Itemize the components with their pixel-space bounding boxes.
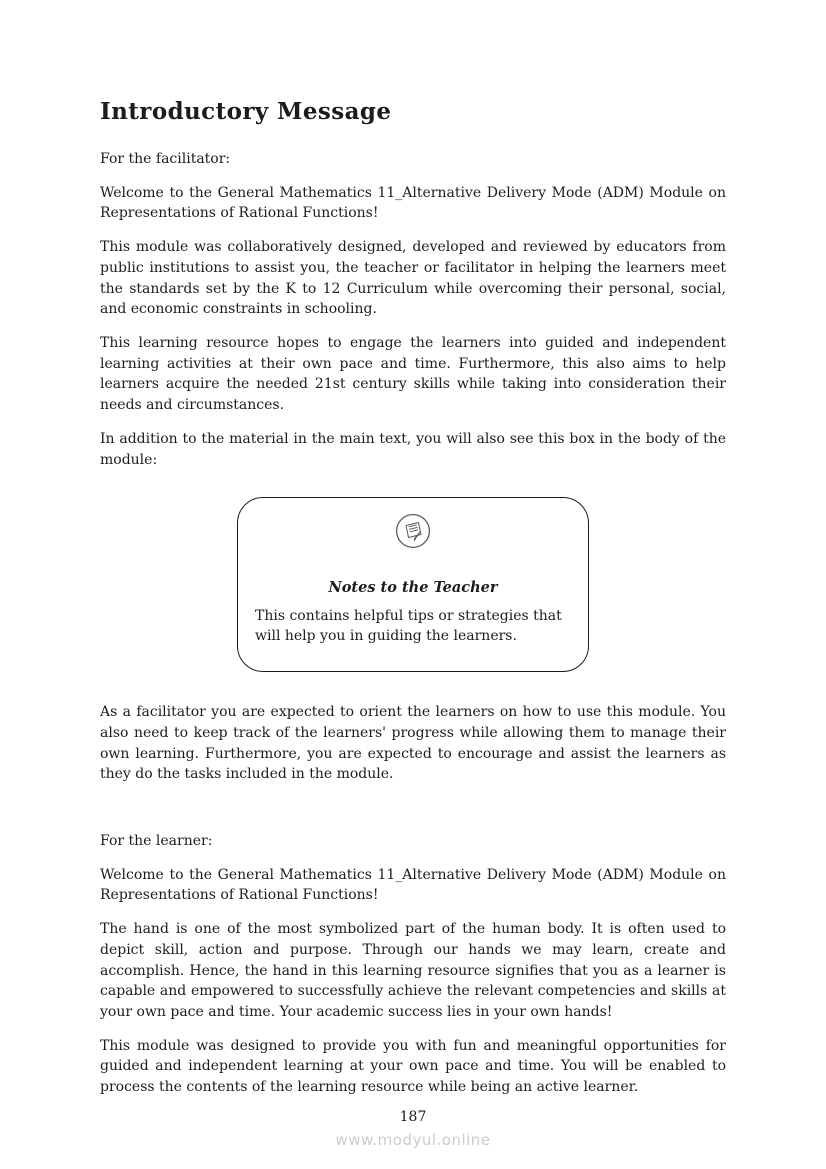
facilitator-paragraph: In addition to the material in the main text, you will also see this box in the body of the module: [100,430,726,468]
facilitator-paragraph: Welcome to the General Mathematics 11_Alternative Delivery Mode (ADM) Module on Representations of Rational Functions! [100,184,726,222]
learner-paragraph: This module was designed to provide you with fun and meaningful opportunities for guided and independent learning at your own pace and time. You will be enabled to process the contents of the learning resource while being an active learner. [100,1037,726,1096]
notes-pencil-icon [255,513,571,553]
note-box-body: This contains helpful tips or strategies that will help you in guiding the learners. [255,608,562,645]
page-title: Introductory Message [100,98,392,125]
note-box-title: Notes to the Teacher [328,579,498,597]
learner-label: For the learner: [100,832,213,849]
watermark-text: www.modyul.online [335,1131,491,1149]
facilitator-paragraph: This module was collaboratively designed, developed and reviewed by educators from public institutions to assist you, the teacher or facilitator in helping the learners meet the standards set by the K to 12 Curriculum while overcoming their personal, social, and economic constraints in schooling. [100,239,726,318]
notes-to-teacher-box [237,497,589,672]
facilitator-label: For the facilitator: [100,151,231,167]
facilitator-closing-paragraph: As a facilitator you are expected to orient the learners on how to use this module. You also need to keep track of the learners' progress while allowing them to manage their own learning. Furthermore, you are expected to encourage and assist the learners as they do the tasks included in the module. [100,704,726,783]
facilitator-paragraph: This learning resource hopes to engage the learners into guided and independent learning activities at their own pace and time. Furthermore, this also aims to help learners acquire the needed 21st century skills while taking into consideration their needs and circumstances. [100,335,726,414]
page-number: 187 [399,1109,427,1125]
learner-paragraph: Welcome to the General Mathematics 11_Alternative Delivery Mode (ADM) Module on Representations of Rational Functions! [100,866,726,904]
learner-paragraph: The hand is one of the most symbolized part of the human body. It is often used to depict skill, action and purpose. Through our hands we may learn, create and accomplish. Hence, the hand in this learning resource signifies that you as a learner is capable and empowered to successfully achieve the relevant competencies and skills at your own pace and time. Your academic success lies in your own hands! [100,921,726,1020]
